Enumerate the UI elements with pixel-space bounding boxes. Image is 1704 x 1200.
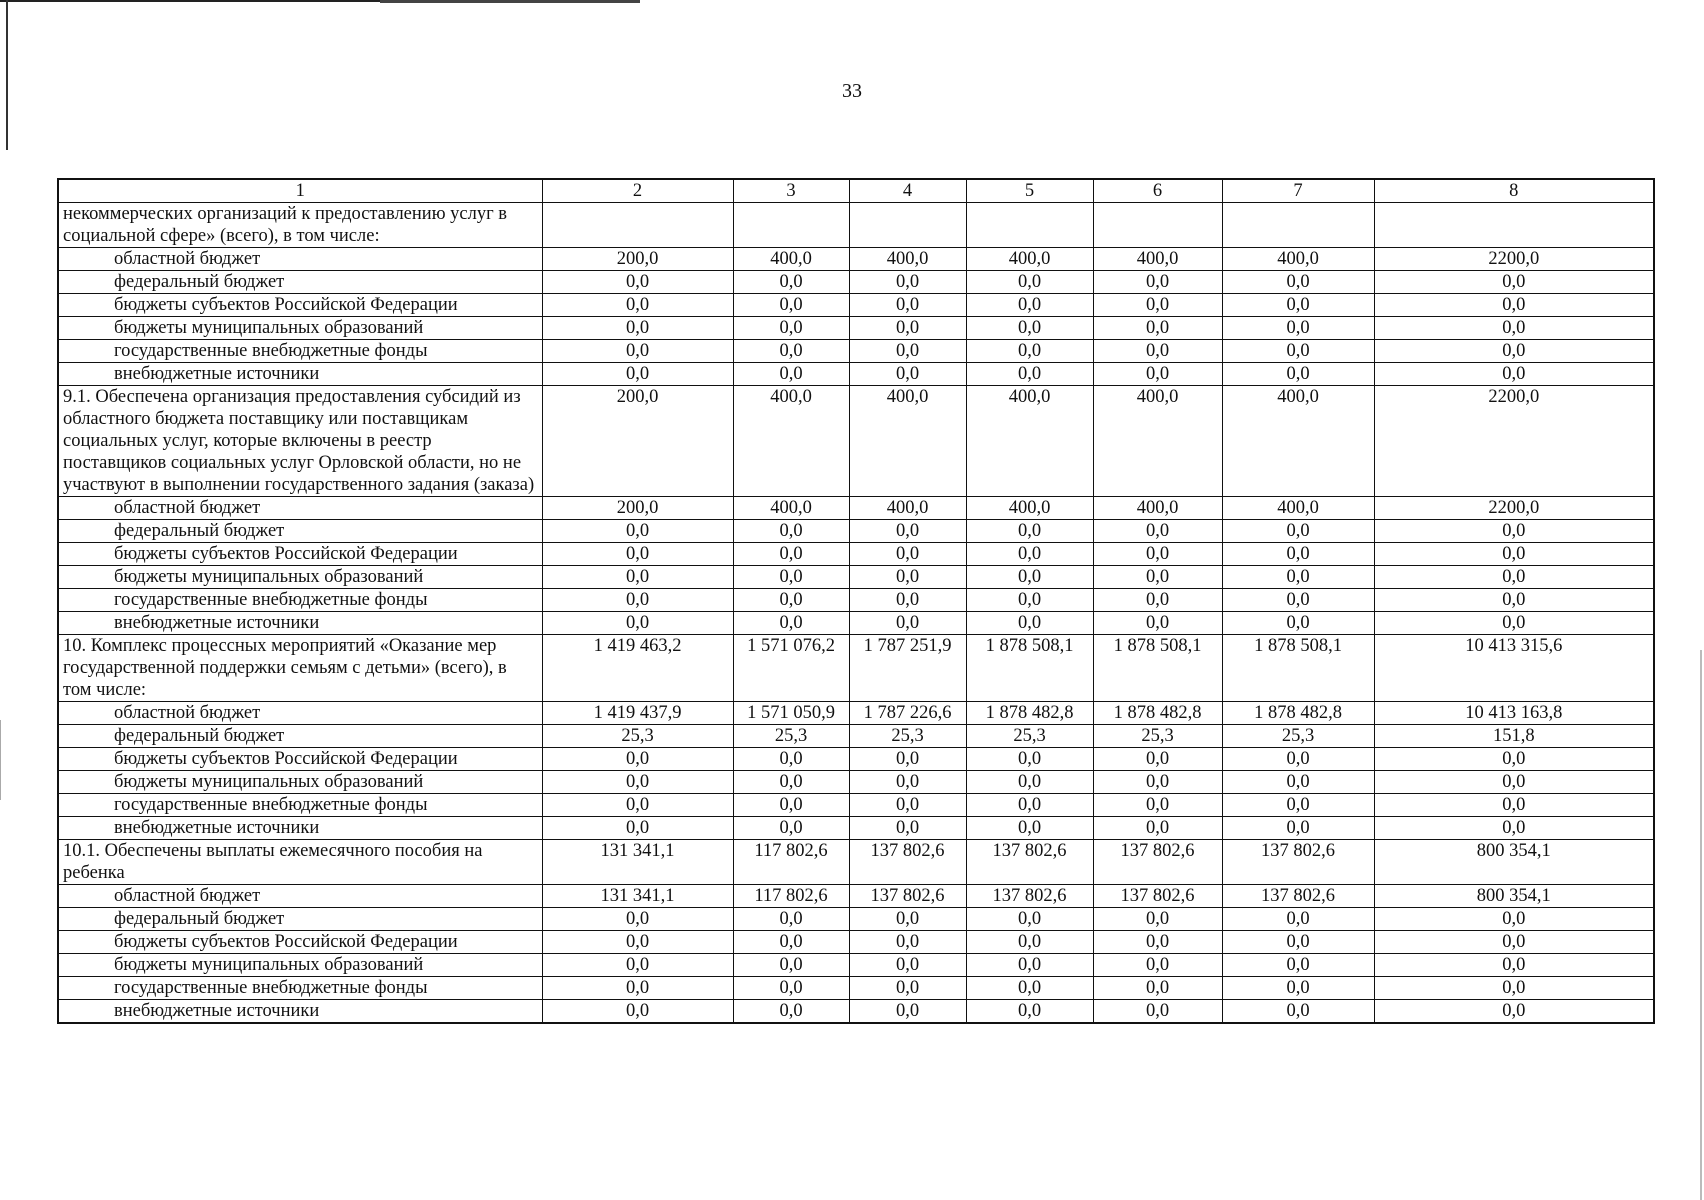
value-cell: 25,3 — [1093, 725, 1222, 748]
table-row — [58, 931, 1654, 954]
budget-source-label: внебюджетные источники — [58, 612, 542, 635]
scan-edge-line — [6, 0, 8, 150]
value-cell: 0,0 — [849, 543, 966, 566]
value-cell: 137 802,6 — [1093, 885, 1222, 908]
value-cell: 0,0 — [849, 1000, 966, 1024]
value-cell: 0,0 — [1374, 771, 1654, 794]
value-cell: 1 878 508,1 — [1093, 635, 1222, 702]
value-cell: 0,0 — [1093, 543, 1222, 566]
table-row — [58, 294, 1654, 317]
budget-source-label: бюджеты субъектов Российской Федерации — [58, 748, 542, 771]
value-cell: 0,0 — [966, 340, 1093, 363]
value-cell: 400,0 — [1222, 248, 1374, 271]
value-cell — [1222, 203, 1374, 248]
value-cell: 0,0 — [1222, 931, 1374, 954]
value-cell: 0,0 — [1093, 931, 1222, 954]
budget-source-label: бюджеты субъектов Российской Федерации — [58, 931, 542, 954]
value-cell: 800 354,1 — [1374, 885, 1654, 908]
value-cell: 0,0 — [966, 363, 1093, 386]
value-cell: 0,0 — [1093, 1000, 1222, 1024]
value-cell: 0,0 — [966, 543, 1093, 566]
activity-label: некоммерческих организаций к предоставлению услуг в социальной сфере» (всего), в том числе: — [58, 203, 542, 248]
budget-source-label: областной бюджет — [58, 497, 542, 520]
table-row — [58, 317, 1654, 340]
value-cell: 131 341,1 — [542, 885, 733, 908]
value-cell: 0,0 — [1374, 748, 1654, 771]
value-cell: 0,0 — [849, 954, 966, 977]
budget-source-label: федеральный бюджет — [58, 271, 542, 294]
value-cell: 400,0 — [849, 248, 966, 271]
value-cell: 400,0 — [966, 248, 1093, 271]
value-cell: 0,0 — [1374, 566, 1654, 589]
budget-source-label: федеральный бюджет — [58, 908, 542, 931]
value-cell: 0,0 — [1374, 931, 1654, 954]
value-cell: 0,0 — [1374, 977, 1654, 1000]
value-cell: 0,0 — [966, 294, 1093, 317]
value-cell: 0,0 — [1222, 817, 1374, 840]
value-cell: 137 802,6 — [1093, 840, 1222, 885]
value-cell — [1374, 203, 1654, 248]
value-cell: 137 802,6 — [849, 840, 966, 885]
value-cell: 0,0 — [1222, 794, 1374, 817]
value-cell: 400,0 — [1222, 386, 1374, 497]
value-cell: 1 878 508,1 — [1222, 635, 1374, 702]
value-cell: 0,0 — [1093, 317, 1222, 340]
table-row — [58, 566, 1654, 589]
table-row — [58, 386, 1654, 497]
value-cell: 0,0 — [733, 612, 849, 635]
value-cell: 0,0 — [966, 954, 1093, 977]
value-cell: 10 413 163,8 — [1374, 702, 1654, 725]
value-cell: 0,0 — [542, 589, 733, 612]
value-cell: 0,0 — [1222, 543, 1374, 566]
value-cell: 0,0 — [733, 771, 849, 794]
value-cell: 400,0 — [733, 386, 849, 497]
value-cell — [849, 203, 966, 248]
value-cell: 0,0 — [966, 748, 1093, 771]
table-row — [58, 725, 1654, 748]
value-cell: 0,0 — [849, 771, 966, 794]
value-cell: 1 571 050,9 — [733, 702, 849, 725]
value-cell: 25,3 — [733, 725, 849, 748]
activity-label: 9.1. Обеспечена организация предоставления субсидий из областного бюджета поставщику или поставщикам социальных услуг, которые включены в реестр поставщиков социальных услуг Орловской области, но не участвуют в выполнении государственного задания (заказа) — [58, 386, 542, 497]
budget-source-label: внебюджетные источники — [58, 817, 542, 840]
value-cell: 0,0 — [542, 340, 733, 363]
scan-edge-line — [1700, 650, 1702, 1200]
value-cell: 0,0 — [849, 340, 966, 363]
value-cell: 137 802,6 — [966, 840, 1093, 885]
table-row — [58, 817, 1654, 840]
value-cell: 1 787 226,6 — [849, 702, 966, 725]
value-cell: 400,0 — [849, 386, 966, 497]
column-header: 8 — [1374, 179, 1654, 203]
budget-source-label: внебюджетные источники — [58, 1000, 542, 1024]
table-row — [58, 612, 1654, 635]
value-cell: 0,0 — [1374, 908, 1654, 931]
value-cell: 0,0 — [849, 317, 966, 340]
column-header: 5 — [966, 179, 1093, 203]
column-header: 1 — [58, 179, 542, 203]
value-cell: 0,0 — [542, 771, 733, 794]
value-cell: 0,0 — [1222, 771, 1374, 794]
value-cell: 0,0 — [542, 294, 733, 317]
value-cell: 0,0 — [1093, 771, 1222, 794]
value-cell: 0,0 — [1374, 954, 1654, 977]
value-cell: 0,0 — [733, 908, 849, 931]
budget-source-label: государственные внебюджетные фонды — [58, 977, 542, 1000]
value-cell: 0,0 — [733, 340, 849, 363]
value-cell: 400,0 — [1093, 497, 1222, 520]
value-cell: 0,0 — [733, 294, 849, 317]
value-cell: 0,0 — [1222, 612, 1374, 635]
budget-source-label: областной бюджет — [58, 248, 542, 271]
value-cell: 0,0 — [542, 954, 733, 977]
value-cell: 0,0 — [966, 931, 1093, 954]
value-cell: 0,0 — [542, 520, 733, 543]
table-row — [58, 340, 1654, 363]
value-cell: 0,0 — [849, 817, 966, 840]
value-cell: 131 341,1 — [542, 840, 733, 885]
scan-edge-line — [0, 720, 1, 800]
table-row — [58, 248, 1654, 271]
value-cell: 1 878 508,1 — [966, 635, 1093, 702]
value-cell: 0,0 — [733, 543, 849, 566]
value-cell: 400,0 — [966, 386, 1093, 497]
value-cell: 0,0 — [966, 817, 1093, 840]
value-cell: 1 878 482,8 — [966, 702, 1093, 725]
value-cell: 0,0 — [1093, 271, 1222, 294]
value-cell: 0,0 — [849, 794, 966, 817]
column-header: 3 — [733, 179, 849, 203]
value-cell: 25,3 — [542, 725, 733, 748]
value-cell: 0,0 — [966, 1000, 1093, 1024]
value-cell: 0,0 — [542, 271, 733, 294]
value-cell: 0,0 — [849, 294, 966, 317]
value-cell: 0,0 — [542, 1000, 733, 1024]
value-cell: 0,0 — [542, 612, 733, 635]
value-cell: 0,0 — [1093, 589, 1222, 612]
table-header-row — [58, 179, 1654, 203]
value-cell: 0,0 — [733, 748, 849, 771]
value-cell: 400,0 — [1222, 497, 1374, 520]
value-cell: 0,0 — [966, 566, 1093, 589]
value-cell: 200,0 — [542, 386, 733, 497]
value-cell: 0,0 — [849, 748, 966, 771]
value-cell: 0,0 — [1374, 612, 1654, 635]
value-cell — [542, 203, 733, 248]
value-cell: 0,0 — [1222, 294, 1374, 317]
value-cell: 1 419 437,9 — [542, 702, 733, 725]
table-row — [58, 908, 1654, 931]
value-cell: 0,0 — [849, 566, 966, 589]
value-cell: 1 878 482,8 — [1093, 702, 1222, 725]
value-cell: 0,0 — [733, 271, 849, 294]
value-cell: 0,0 — [1093, 977, 1222, 1000]
value-cell: 0,0 — [966, 794, 1093, 817]
table-row — [58, 203, 1654, 248]
table-row — [58, 954, 1654, 977]
value-cell: 0,0 — [542, 931, 733, 954]
value-cell: 0,0 — [542, 794, 733, 817]
table-row — [58, 543, 1654, 566]
budget-table — [57, 178, 1655, 1024]
table-row — [58, 977, 1654, 1000]
budget-source-label: федеральный бюджет — [58, 725, 542, 748]
budget-source-label: бюджеты муниципальных образований — [58, 771, 542, 794]
value-cell: 151,8 — [1374, 725, 1654, 748]
value-cell: 0,0 — [1222, 1000, 1374, 1024]
table-row — [58, 702, 1654, 725]
column-header: 2 — [542, 179, 733, 203]
value-cell: 400,0 — [1093, 386, 1222, 497]
value-cell: 0,0 — [1093, 954, 1222, 977]
value-cell: 0,0 — [849, 589, 966, 612]
value-cell: 0,0 — [849, 931, 966, 954]
value-cell: 1 787 251,9 — [849, 635, 966, 702]
budget-source-label: областной бюджет — [58, 702, 542, 725]
table-row — [58, 363, 1654, 386]
value-cell: 0,0 — [1222, 589, 1374, 612]
value-cell: 2200,0 — [1374, 248, 1654, 271]
value-cell: 1 878 482,8 — [1222, 702, 1374, 725]
value-cell: 0,0 — [849, 520, 966, 543]
value-cell: 0,0 — [966, 908, 1093, 931]
value-cell: 0,0 — [1222, 317, 1374, 340]
activity-label: 10.1. Обеспечены выплаты ежемесячного пособия на ребенка — [58, 840, 542, 885]
value-cell: 0,0 — [1222, 977, 1374, 1000]
value-cell: 0,0 — [1374, 363, 1654, 386]
value-cell: 137 802,6 — [1222, 840, 1374, 885]
page-number: 33 — [842, 80, 862, 102]
value-cell: 0,0 — [1374, 817, 1654, 840]
value-cell: 1 571 076,2 — [733, 635, 849, 702]
value-cell: 0,0 — [733, 317, 849, 340]
budget-source-label: бюджеты муниципальных образований — [58, 566, 542, 589]
value-cell: 0,0 — [542, 748, 733, 771]
value-cell: 0,0 — [849, 271, 966, 294]
column-header: 6 — [1093, 179, 1222, 203]
value-cell: 25,3 — [849, 725, 966, 748]
budget-source-label: областной бюджет — [58, 885, 542, 908]
value-cell: 0,0 — [1374, 1000, 1654, 1024]
value-cell: 0,0 — [1093, 363, 1222, 386]
value-cell: 0,0 — [733, 794, 849, 817]
value-cell: 0,0 — [733, 1000, 849, 1024]
table-row — [58, 271, 1654, 294]
value-cell: 0,0 — [966, 271, 1093, 294]
table-row — [58, 840, 1654, 885]
value-cell: 0,0 — [966, 317, 1093, 340]
value-cell: 0,0 — [733, 520, 849, 543]
value-cell: 137 802,6 — [966, 885, 1093, 908]
table-row — [58, 589, 1654, 612]
value-cell: 0,0 — [966, 612, 1093, 635]
value-cell: 0,0 — [966, 520, 1093, 543]
value-cell: 0,0 — [1222, 363, 1374, 386]
value-cell: 0,0 — [1093, 520, 1222, 543]
table-row — [58, 1000, 1654, 1024]
value-cell: 0,0 — [1093, 612, 1222, 635]
value-cell: 0,0 — [1222, 271, 1374, 294]
budget-source-label: бюджеты субъектов Российской Федерации — [58, 294, 542, 317]
value-cell: 0,0 — [542, 977, 733, 1000]
value-cell: 0,0 — [849, 977, 966, 1000]
scan-edge-line — [380, 0, 640, 3]
value-cell: 0,0 — [849, 363, 966, 386]
value-cell: 0,0 — [1222, 748, 1374, 771]
budget-source-label: бюджеты субъектов Российской Федерации — [58, 543, 542, 566]
value-cell: 0,0 — [733, 566, 849, 589]
value-cell: 0,0 — [1374, 589, 1654, 612]
value-cell: 400,0 — [733, 248, 849, 271]
value-cell: 400,0 — [733, 497, 849, 520]
value-cell: 400,0 — [1093, 248, 1222, 271]
value-cell: 0,0 — [1093, 794, 1222, 817]
value-cell: 0,0 — [1374, 340, 1654, 363]
value-cell: 0,0 — [733, 589, 849, 612]
budget-source-label: федеральный бюджет — [58, 520, 542, 543]
value-cell: 0,0 — [1374, 520, 1654, 543]
value-cell: 0,0 — [1222, 340, 1374, 363]
column-header: 4 — [849, 179, 966, 203]
table-row — [58, 748, 1654, 771]
value-cell: 400,0 — [849, 497, 966, 520]
value-cell: 0,0 — [1374, 294, 1654, 317]
value-cell: 2200,0 — [1374, 386, 1654, 497]
value-cell: 800 354,1 — [1374, 840, 1654, 885]
value-cell: 117 802,6 — [733, 840, 849, 885]
value-cell: 0,0 — [849, 908, 966, 931]
value-cell: 0,0 — [1374, 317, 1654, 340]
value-cell: 0,0 — [733, 931, 849, 954]
value-cell: 0,0 — [1374, 543, 1654, 566]
activity-label: 10. Комплекс процессных мероприятий «Оказание мер государственной поддержки семьям с детьми» (всего), в том числе: — [58, 635, 542, 702]
value-cell: 0,0 — [1093, 294, 1222, 317]
table-row — [58, 635, 1654, 702]
table-row — [58, 794, 1654, 817]
value-cell — [966, 203, 1093, 248]
value-cell: 0,0 — [1093, 817, 1222, 840]
value-cell: 0,0 — [542, 363, 733, 386]
value-cell — [1093, 203, 1222, 248]
value-cell: 0,0 — [542, 543, 733, 566]
value-cell: 0,0 — [542, 317, 733, 340]
value-cell: 400,0 — [966, 497, 1093, 520]
value-cell: 137 802,6 — [1222, 885, 1374, 908]
value-cell: 1 419 463,2 — [542, 635, 733, 702]
value-cell: 0,0 — [542, 908, 733, 931]
table-row — [58, 520, 1654, 543]
value-cell: 25,3 — [966, 725, 1093, 748]
column-header: 7 — [1222, 179, 1374, 203]
table-row — [58, 771, 1654, 794]
value-cell: 0,0 — [1222, 566, 1374, 589]
value-cell: 0,0 — [1093, 908, 1222, 931]
value-cell: 0,0 — [1093, 748, 1222, 771]
value-cell: 0,0 — [966, 977, 1093, 1000]
value-cell: 0,0 — [1222, 954, 1374, 977]
value-cell: 0,0 — [542, 817, 733, 840]
budget-source-label: внебюджетные источники — [58, 363, 542, 386]
budget-source-label: бюджеты муниципальных образований — [58, 954, 542, 977]
value-cell: 200,0 — [542, 497, 733, 520]
value-cell: 117 802,6 — [733, 885, 849, 908]
value-cell: 0,0 — [849, 612, 966, 635]
budget-source-label: государственные внебюджетные фонды — [58, 794, 542, 817]
value-cell: 0,0 — [966, 589, 1093, 612]
value-cell: 0,0 — [1374, 794, 1654, 817]
table-row — [58, 885, 1654, 908]
value-cell: 0,0 — [733, 977, 849, 1000]
value-cell — [733, 203, 849, 248]
value-cell: 200,0 — [542, 248, 733, 271]
value-cell: 0,0 — [733, 954, 849, 977]
value-cell: 0,0 — [733, 817, 849, 840]
value-cell: 137 802,6 — [849, 885, 966, 908]
value-cell: 0,0 — [1093, 340, 1222, 363]
budget-source-label: государственные внебюджетные фонды — [58, 340, 542, 363]
value-cell: 0,0 — [733, 363, 849, 386]
value-cell: 0,0 — [1222, 908, 1374, 931]
value-cell: 0,0 — [966, 771, 1093, 794]
value-cell: 10 413 315,6 — [1374, 635, 1654, 702]
budget-source-label: бюджеты муниципальных образований — [58, 317, 542, 340]
value-cell: 25,3 — [1222, 725, 1374, 748]
table-row — [58, 497, 1654, 520]
value-cell: 0,0 — [1222, 520, 1374, 543]
value-cell: 2200,0 — [1374, 497, 1654, 520]
value-cell: 0,0 — [1374, 271, 1654, 294]
budget-source-label: государственные внебюджетные фонды — [58, 589, 542, 612]
value-cell: 0,0 — [542, 566, 733, 589]
value-cell: 0,0 — [1093, 566, 1222, 589]
